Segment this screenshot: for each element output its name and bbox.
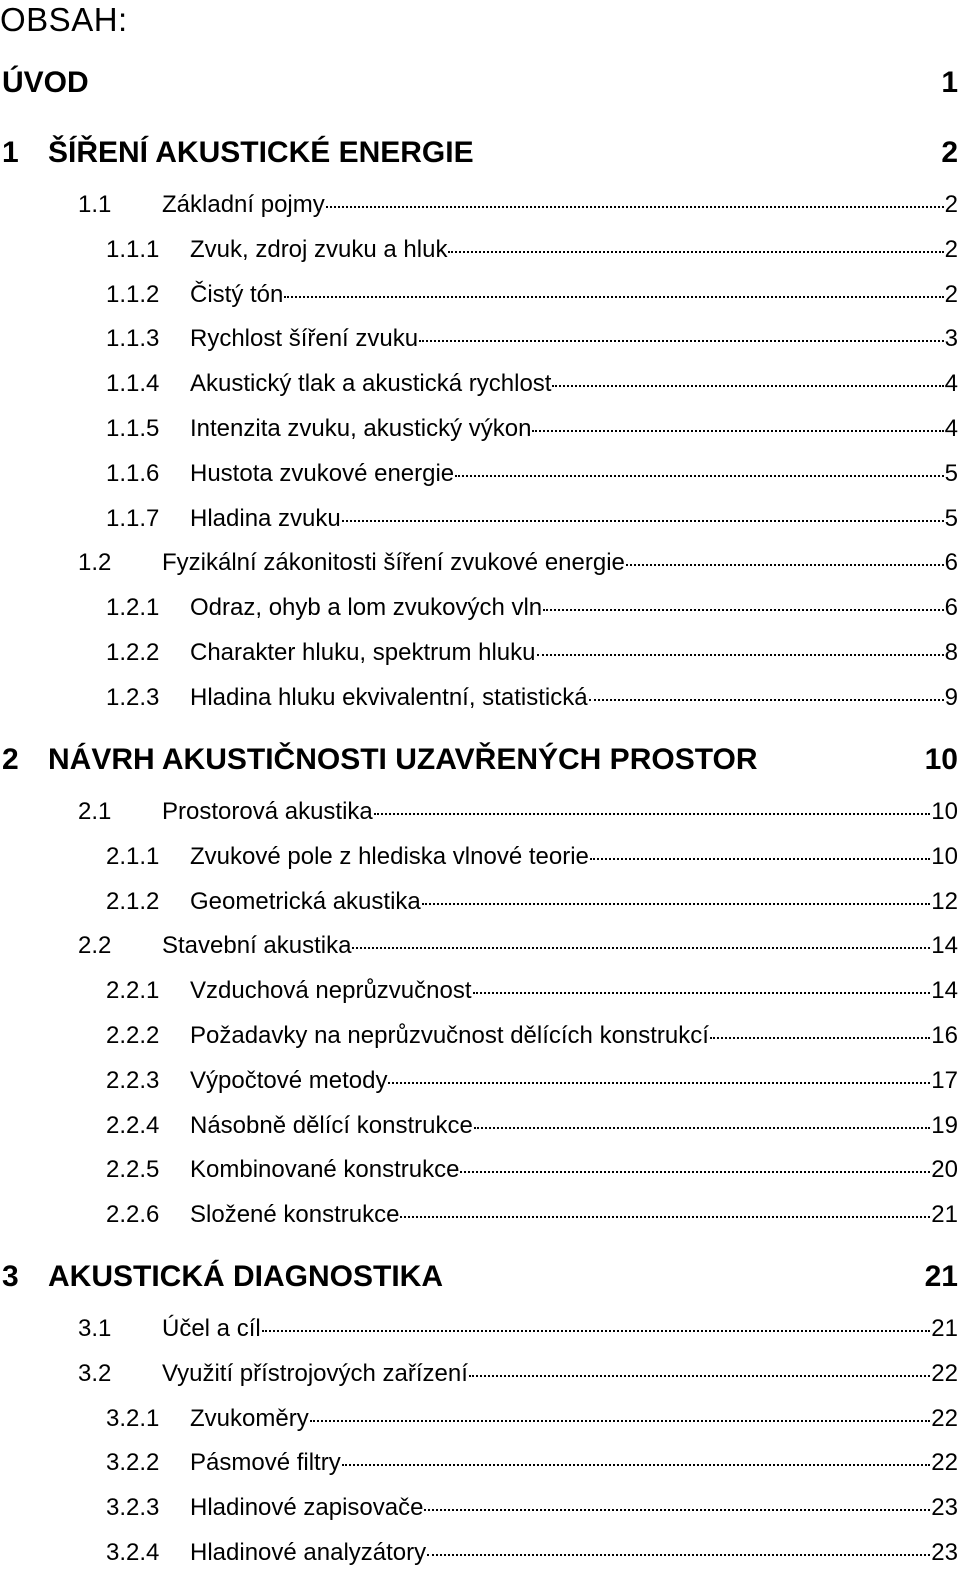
dot-leader: [262, 1330, 931, 1332]
toc-entry-1-1-4[interactable]: [0, 368, 960, 400]
dot-leader: [469, 1375, 930, 1377]
toc-entry-page: 16: [931, 1022, 958, 1049]
toc-chapter-title: ŠÍŘENÍ AKUSTICKÉ ENERGIE: [48, 136, 474, 169]
toc-entry-2-2-4[interactable]: [0, 1110, 960, 1142]
toc-chapter-page: 21: [924, 1260, 958, 1293]
toc-entry-3-2[interactable]: [0, 1358, 960, 1390]
toc-entry-page: 2: [944, 191, 958, 218]
toc-entry-number: 3.2: [78, 1360, 112, 1387]
toc-entry-2-1-2[interactable]: [0, 886, 960, 918]
toc-chapter-1[interactable]: [0, 133, 960, 173]
toc-entry-page: 20: [931, 1156, 958, 1183]
dot-leader: [473, 992, 931, 994]
toc-entry-number: 1.2.2: [106, 639, 160, 666]
dot-leader: [424, 1509, 930, 1511]
toc-entry-title: Hustota zvukové energie: [190, 460, 455, 487]
toc-entry-number: 1.1.5: [106, 415, 160, 442]
heading: OBSAH:: [0, 1, 128, 38]
toc-entry-title: Geometrická akustika: [190, 888, 421, 915]
toc-entry-1-1-5[interactable]: [0, 413, 960, 445]
toc-entry-title: Požadavky na neprůzvučnost dělících konstrukcí: [190, 1022, 709, 1049]
toc-entry-title: Rychlost šíření zvuku: [190, 325, 419, 352]
toc-entry-page: 14: [931, 977, 958, 1004]
toc-entry-title: Zvukoměry: [190, 1405, 309, 1432]
toc-entry-title: Kombinované konstrukce: [190, 1156, 460, 1183]
toc-entry-page: 22: [931, 1449, 958, 1476]
toc-entry-title: Složené konstrukce: [190, 1201, 400, 1228]
toc-entry-title: Hladinové zapisovače: [190, 1494, 424, 1521]
toc-entry-page: 3: [944, 325, 958, 352]
dot-leader: [352, 947, 930, 949]
toc-intro-page: 1: [941, 66, 958, 99]
toc-entry-1-2-1[interactable]: [0, 592, 960, 624]
toc-entry-2-2-3[interactable]: [0, 1065, 960, 1097]
toc-entry-title: Výpočtové metody: [190, 1067, 388, 1094]
toc-entry-page: 4: [944, 370, 958, 397]
toc-entry-title: Násobně dělící konstrukce: [190, 1112, 473, 1139]
dot-leader: [342, 1464, 931, 1466]
toc-entry-title: Pásmové filtry: [190, 1449, 341, 1476]
dot-leader: [590, 858, 930, 860]
toc-entry-1-1-2[interactable]: [0, 279, 960, 311]
toc-entry-title: Stavební akustika: [162, 932, 352, 959]
toc-entry-page: 10: [931, 843, 958, 870]
toc-entry-number: 3.2.2: [106, 1449, 160, 1476]
toc-entry-title: Základní pojmy: [162, 191, 325, 218]
toc-entry-1-2-3[interactable]: [0, 682, 960, 714]
toc-entry-2-1-1[interactable]: [0, 841, 960, 873]
dot-leader: [543, 609, 943, 611]
toc-entry-number: 1.1.6: [106, 460, 160, 487]
toc-chapter-number: 2: [2, 743, 19, 776]
toc-chapter-page: 10: [924, 743, 958, 776]
toc-entry-title: Fyzikální zákonitosti šíření zvukové energie: [162, 549, 625, 576]
toc-entry-2-2-1[interactable]: [0, 975, 960, 1007]
dot-leader: [552, 385, 943, 387]
toc-entry-1-2-2[interactable]: [0, 637, 960, 669]
toc-entry-number: 1.1.4: [106, 370, 160, 397]
toc-chapter-title: AKUSTICKÁ DIAGNOSTIKA: [48, 1260, 443, 1293]
toc-entry-3-2-4[interactable]: [0, 1537, 960, 1569]
toc-entry-3-2-1[interactable]: [0, 1403, 960, 1435]
toc-entry-number: 1.1.7: [106, 505, 160, 532]
toc-entry-1-1[interactable]: [0, 189, 960, 221]
toc-entry-page: 17: [931, 1067, 958, 1094]
toc-chapter-number: 3: [2, 1260, 19, 1293]
toc-entry-page: 2: [944, 236, 958, 263]
toc-entry-number: 2.1.1: [106, 843, 160, 870]
toc-entry-2-2-2[interactable]: [0, 1020, 960, 1052]
toc-entry-2-2[interactable]: [0, 930, 960, 962]
dot-leader: [388, 1082, 930, 1084]
toc-entry-number: 1.2.3: [106, 684, 160, 711]
toc-entry-1-1-6[interactable]: [0, 458, 960, 490]
toc-entry-number: 3.2.1: [106, 1405, 160, 1432]
toc-chapter-3[interactable]: [0, 1257, 960, 1297]
dot-leader: [532, 430, 943, 432]
dot-leader: [400, 1216, 930, 1218]
toc-entry-number: 3.2.3: [106, 1494, 160, 1521]
toc-entry-page: 4: [944, 415, 958, 442]
toc-entry-title: Hladina hluku ekvivalentní, statistická: [190, 684, 588, 711]
toc-entry-number: 2.2.3: [106, 1067, 160, 1094]
toc-entry-page: 5: [944, 505, 958, 532]
dot-leader: [474, 1127, 930, 1129]
toc-entry-page: 23: [931, 1539, 958, 1566]
toc-entry-number: 2.2.6: [106, 1201, 160, 1228]
dot-leader: [710, 1037, 930, 1039]
toc-intro[interactable]: [0, 63, 960, 103]
dot-leader: [455, 475, 943, 477]
dot-leader: [310, 1420, 931, 1422]
toc-entry-number: 2.2.1: [106, 977, 160, 1004]
toc-entry-page: 6: [944, 549, 958, 576]
toc-entry-title: Hladina zvuku: [190, 505, 341, 532]
toc-entry-number: 1.1.1: [106, 236, 160, 263]
toc-entry-page: 9: [944, 684, 958, 711]
toc-entry-title: Hladinové analyzátory: [190, 1539, 427, 1566]
toc-entry-page: 2: [944, 281, 958, 308]
toc-entry-1-1-3[interactable]: [0, 323, 960, 355]
toc-entry-number: 3.2.4: [106, 1539, 160, 1566]
toc-entry-number: 2.2.4: [106, 1112, 160, 1139]
toc-entry-page: 21: [931, 1315, 958, 1342]
toc-entry-title: Akustický tlak a akustická rychlost: [190, 370, 552, 397]
dot-leader: [448, 251, 943, 253]
dot-leader: [326, 206, 944, 208]
toc-entry-number: 2.1.2: [106, 888, 160, 915]
dot-leader: [284, 296, 943, 298]
toc-entry-2-1[interactable]: [0, 796, 960, 828]
toc-entry-title: Prostorová akustika: [162, 798, 373, 825]
toc-entry-number: 2.2.5: [106, 1156, 160, 1183]
toc-entry-3-1[interactable]: [0, 1313, 960, 1345]
dot-leader: [589, 699, 944, 701]
toc-entry-title: Využití přístrojových zařízení: [162, 1360, 468, 1387]
toc-entry-page: 23: [931, 1494, 958, 1521]
toc-entry-title: Zvuk, zdroj zvuku a hluk: [190, 236, 448, 263]
dot-leader: [537, 654, 944, 656]
toc-entry-number: 2.2: [78, 932, 112, 959]
toc-entry-title: Zvukové pole z hlediska vlnové teorie: [190, 843, 589, 870]
toc-entry-title: Čistý tón: [190, 281, 284, 308]
toc-entry-1-1-1[interactable]: [0, 234, 960, 266]
toc-entry-number: 1.1: [78, 191, 112, 218]
toc-entry-title: Odraz, ohyb a lom zvukových vln: [190, 594, 543, 621]
toc-intro-title: ÚVOD: [2, 66, 89, 99]
toc-entry-page: 19: [931, 1112, 958, 1139]
toc-entry-2-2-6[interactable]: [0, 1199, 960, 1231]
toc-entry-page: 21: [931, 1201, 958, 1228]
toc-entry-title: Charakter hluku, spektrum hluku: [190, 639, 536, 666]
dot-leader: [626, 564, 944, 566]
toc-entry-page: 6: [944, 594, 958, 621]
dot-leader: [427, 1554, 930, 1556]
dot-leader: [419, 340, 944, 342]
toc-entry-page: 8: [944, 639, 958, 666]
toc-entry-page: 10: [931, 798, 958, 825]
toc-entry-1-2[interactable]: [0, 547, 960, 579]
toc-entry-title: Intenzita zvuku, akustický výkon: [190, 415, 532, 442]
toc-entry-number: 1.2.1: [106, 594, 160, 621]
toc-entry-page: 5: [944, 460, 958, 487]
dot-leader: [460, 1171, 930, 1173]
toc-entry-number: 1.1.2: [106, 281, 160, 308]
toc-chapter-title: NÁVRH AKUSTIČNOSTI UZAVŘENÝCH PROSTOR: [48, 743, 758, 776]
toc-entry-3-2-3[interactable]: [0, 1492, 960, 1524]
toc-entry-page: 14: [931, 932, 958, 959]
toc-entry-page: 22: [931, 1360, 958, 1387]
toc-entry-1-1-7[interactable]: [0, 503, 960, 535]
toc-entry-number: 2.1: [78, 798, 112, 825]
toc-entry-page: 22: [931, 1405, 958, 1432]
toc-entry-page: 12: [931, 888, 958, 915]
toc-entry-number: 1.2: [78, 549, 112, 576]
dot-leader: [374, 813, 931, 815]
toc-chapter-number: 1: [2, 136, 19, 169]
dot-leader: [342, 520, 944, 522]
dot-leader: [422, 903, 931, 905]
toc-entry-title: Vzduchová neprůzvučnost: [190, 977, 472, 1004]
toc-entry-number: 2.2.2: [106, 1022, 160, 1049]
toc-entry-2-2-5[interactable]: [0, 1154, 960, 1186]
toc-chapter-page: 2: [941, 136, 958, 169]
toc-chapter-2[interactable]: [0, 740, 960, 780]
toc-entry-number: 3.1: [78, 1315, 112, 1342]
toc-entry-title: Účel a cíl: [162, 1315, 261, 1342]
toc-entry-number: 1.1.3: [106, 325, 160, 352]
toc-entry-3-2-2[interactable]: [0, 1447, 960, 1479]
